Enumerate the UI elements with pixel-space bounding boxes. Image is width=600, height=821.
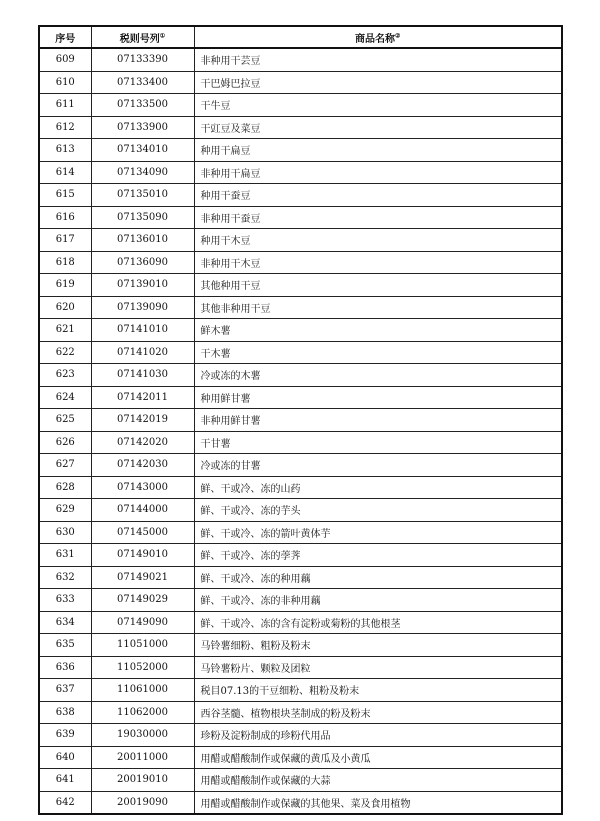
tariff-code-cell: 07145000 xyxy=(91,521,194,544)
table-row xyxy=(39,116,562,139)
serial-number-cell: 609 xyxy=(39,48,91,71)
header-serial-number: 序号 xyxy=(39,26,91,48)
tariff-code-cell: 11052000 xyxy=(91,656,194,679)
tariff-code-cell: 07139090 xyxy=(91,296,194,319)
table-row xyxy=(39,769,562,792)
serial-number-cell: 622 xyxy=(39,341,91,364)
serial-number-cell: 635 xyxy=(39,634,91,657)
table-header-row xyxy=(39,26,562,48)
tariff-code-cell: 07133400 xyxy=(91,71,194,94)
tariff-code-cell: 07141010 xyxy=(91,319,194,342)
product-name-cell: 非种用干蚕豆 xyxy=(194,206,562,229)
serial-number-cell: 621 xyxy=(39,319,91,342)
serial-number-cell: 633 xyxy=(39,589,91,612)
product-name-cell: 非种用干木豆 xyxy=(194,251,562,274)
product-name-cell: 鲜、干或冷、冻的山药 xyxy=(194,476,562,499)
table-row xyxy=(39,48,562,71)
tariff-code-cell: 07135090 xyxy=(91,206,194,229)
tariff-code-cell: 07149090 xyxy=(91,611,194,634)
product-name-cell: 种用干蚕豆 xyxy=(194,184,562,207)
serial-number-cell: 634 xyxy=(39,611,91,634)
tariff-code-cell: 07139010 xyxy=(91,274,194,297)
product-name-cell: 鲜、干或冷、冻的芋头 xyxy=(194,499,562,522)
product-name-cell: 冷或冻的木薯 xyxy=(194,364,562,387)
table-row xyxy=(39,431,562,454)
serial-number-cell: 627 xyxy=(39,454,91,477)
serial-number-cell: 637 xyxy=(39,679,91,702)
serial-number-cell: 618 xyxy=(39,251,91,274)
product-name-cell: 干豇豆及菜豆 xyxy=(194,116,562,139)
table-row xyxy=(39,746,562,769)
serial-number-cell: 629 xyxy=(39,499,91,522)
tariff-code-cell: 07143000 xyxy=(91,476,194,499)
table-body xyxy=(39,48,562,814)
table-row xyxy=(39,364,562,387)
table-row xyxy=(39,679,562,702)
tariff-code-cell: 07142020 xyxy=(91,431,194,454)
product-name-cell: 用醋或醋酸制作或保藏的黄瓜及小黄瓜 xyxy=(194,746,562,769)
serial-number-cell: 632 xyxy=(39,566,91,589)
table-row xyxy=(39,161,562,184)
table-row xyxy=(39,319,562,342)
serial-number-cell: 639 xyxy=(39,724,91,747)
tariff-code-cell: 20019090 xyxy=(91,791,194,814)
product-name-cell: 其他非种用干豆 xyxy=(194,296,562,319)
table-row xyxy=(39,724,562,747)
header-product-name: 商品名称② xyxy=(194,26,562,48)
serial-number-cell: 610 xyxy=(39,71,91,94)
tariff-code-cell: 07133390 xyxy=(91,48,194,71)
tariff-code-cell: 07133900 xyxy=(91,116,194,139)
table-row xyxy=(39,656,562,679)
table-row xyxy=(39,611,562,634)
tariff-code-cell: 07149021 xyxy=(91,566,194,589)
table-row xyxy=(39,476,562,499)
table-row xyxy=(39,206,562,229)
serial-number-cell: 626 xyxy=(39,431,91,454)
tariff-code-cell: 07133500 xyxy=(91,94,194,117)
product-name-cell: 鲜、干或冷、冻的荸荠 xyxy=(194,544,562,567)
table-row xyxy=(39,701,562,724)
header-tariff-code: 税则号列① xyxy=(91,26,194,48)
table-row xyxy=(39,71,562,94)
serial-number-cell: 623 xyxy=(39,364,91,387)
serial-number-cell: 631 xyxy=(39,544,91,567)
serial-number-cell: 628 xyxy=(39,476,91,499)
table-row xyxy=(39,386,562,409)
product-name-cell: 鲜、干或冷、冻的非种用藕 xyxy=(194,589,562,612)
tariff-code-cell: 20011000 xyxy=(91,746,194,769)
table-row xyxy=(39,634,562,657)
product-name-cell: 种用干木豆 xyxy=(194,229,562,252)
serial-number-cell: 624 xyxy=(39,386,91,409)
table-row xyxy=(39,521,562,544)
tariff-code-cell: 07149010 xyxy=(91,544,194,567)
product-name-cell: 非种用鲜甘薯 xyxy=(194,409,562,432)
tariff-code-cell: 07136090 xyxy=(91,251,194,274)
serial-number-cell: 636 xyxy=(39,656,91,679)
tariff-code-cell: 07141020 xyxy=(91,341,194,364)
product-name-cell: 非种用干扁豆 xyxy=(194,161,562,184)
table-row xyxy=(39,544,562,567)
tariff-code-cell: 11061000 xyxy=(91,679,194,702)
serial-number-cell: 640 xyxy=(39,746,91,769)
product-name-cell: 非种用干芸豆 xyxy=(194,48,562,71)
product-name-cell: 鲜、干或冷、冻的种用藕 xyxy=(194,566,562,589)
serial-number-cell: 615 xyxy=(39,184,91,207)
table-row xyxy=(39,341,562,364)
product-name-cell: 干木薯 xyxy=(194,341,562,364)
tariff-code-cell: 07141030 xyxy=(91,364,194,387)
table-row xyxy=(39,94,562,117)
tariff-code-cell: 07144000 xyxy=(91,499,194,522)
tariff-table xyxy=(38,25,563,815)
product-name-cell: 马铃薯细粉、粗粉及粉末 xyxy=(194,634,562,657)
product-name-cell: 鲜、干或冷、冻的含有淀粉或菊粉的其他根茎 xyxy=(194,611,562,634)
serial-number-cell: 638 xyxy=(39,701,91,724)
product-name-cell: 种用鲜甘薯 xyxy=(194,386,562,409)
serial-number-cell: 630 xyxy=(39,521,91,544)
product-name-cell: 干巴姆巴拉豆 xyxy=(194,71,562,94)
table-row xyxy=(39,791,562,814)
serial-number-cell: 611 xyxy=(39,94,91,117)
table-row xyxy=(39,409,562,432)
table-row xyxy=(39,139,562,162)
tariff-code-cell: 20019010 xyxy=(91,769,194,792)
product-name-cell: 用醋或醋酸制作或保藏的大蒜 xyxy=(194,769,562,792)
table-row xyxy=(39,499,562,522)
tariff-code-cell: 19030000 xyxy=(91,724,194,747)
table-row xyxy=(39,229,562,252)
tariff-code-cell: 07134090 xyxy=(91,161,194,184)
tariff-code-cell: 07136010 xyxy=(91,229,194,252)
serial-number-cell: 625 xyxy=(39,409,91,432)
tariff-code-cell: 07149029 xyxy=(91,589,194,612)
serial-number-cell: 614 xyxy=(39,161,91,184)
serial-number-cell: 642 xyxy=(39,791,91,814)
product-name-cell: 其他种用干豆 xyxy=(194,274,562,297)
serial-number-cell: 620 xyxy=(39,296,91,319)
serial-number-cell: 617 xyxy=(39,229,91,252)
tariff-code-cell: 07142011 xyxy=(91,386,194,409)
product-name-cell: 税目07.13的干豆细粉、粗粉及粉末 xyxy=(194,679,562,702)
tariff-code-cell: 07142019 xyxy=(91,409,194,432)
tariff-code-cell: 11062000 xyxy=(91,701,194,724)
product-name-cell: 马铃薯粉片、颗粒及团粒 xyxy=(194,656,562,679)
product-name-cell: 西谷茎髓、植物根块茎制成的粉及粉末 xyxy=(194,701,562,724)
product-name-cell: 冷或冻的甘薯 xyxy=(194,454,562,477)
serial-number-cell: 612 xyxy=(39,116,91,139)
tariff-code-cell: 11051000 xyxy=(91,634,194,657)
table-row xyxy=(39,184,562,207)
table-row xyxy=(39,454,562,477)
product-name-cell: 干牛豆 xyxy=(194,94,562,117)
product-name-cell: 珍粉及淀粉制成的珍粉代用品 xyxy=(194,724,562,747)
tariff-code-cell: 07142030 xyxy=(91,454,194,477)
table-row xyxy=(39,296,562,319)
product-name-cell: 鲜木薯 xyxy=(194,319,562,342)
tariff-code-cell: 07135010 xyxy=(91,184,194,207)
tariff-table-page xyxy=(38,25,561,815)
table-row xyxy=(39,566,562,589)
product-name-cell: 干甘薯 xyxy=(194,431,562,454)
product-name-cell: 鲜、干或冷、冻的箭叶黄体芋 xyxy=(194,521,562,544)
tariff-code-cell: 07134010 xyxy=(91,139,194,162)
product-name-cell: 用醋或醋酸制作或保藏的其他果、菜及食用植物 xyxy=(194,791,562,814)
serial-number-cell: 619 xyxy=(39,274,91,297)
table-row xyxy=(39,589,562,612)
serial-number-cell: 616 xyxy=(39,206,91,229)
table-row xyxy=(39,251,562,274)
table-row xyxy=(39,274,562,297)
serial-number-cell: 613 xyxy=(39,139,91,162)
product-name-cell: 种用干扁豆 xyxy=(194,139,562,162)
serial-number-cell: 641 xyxy=(39,769,91,792)
